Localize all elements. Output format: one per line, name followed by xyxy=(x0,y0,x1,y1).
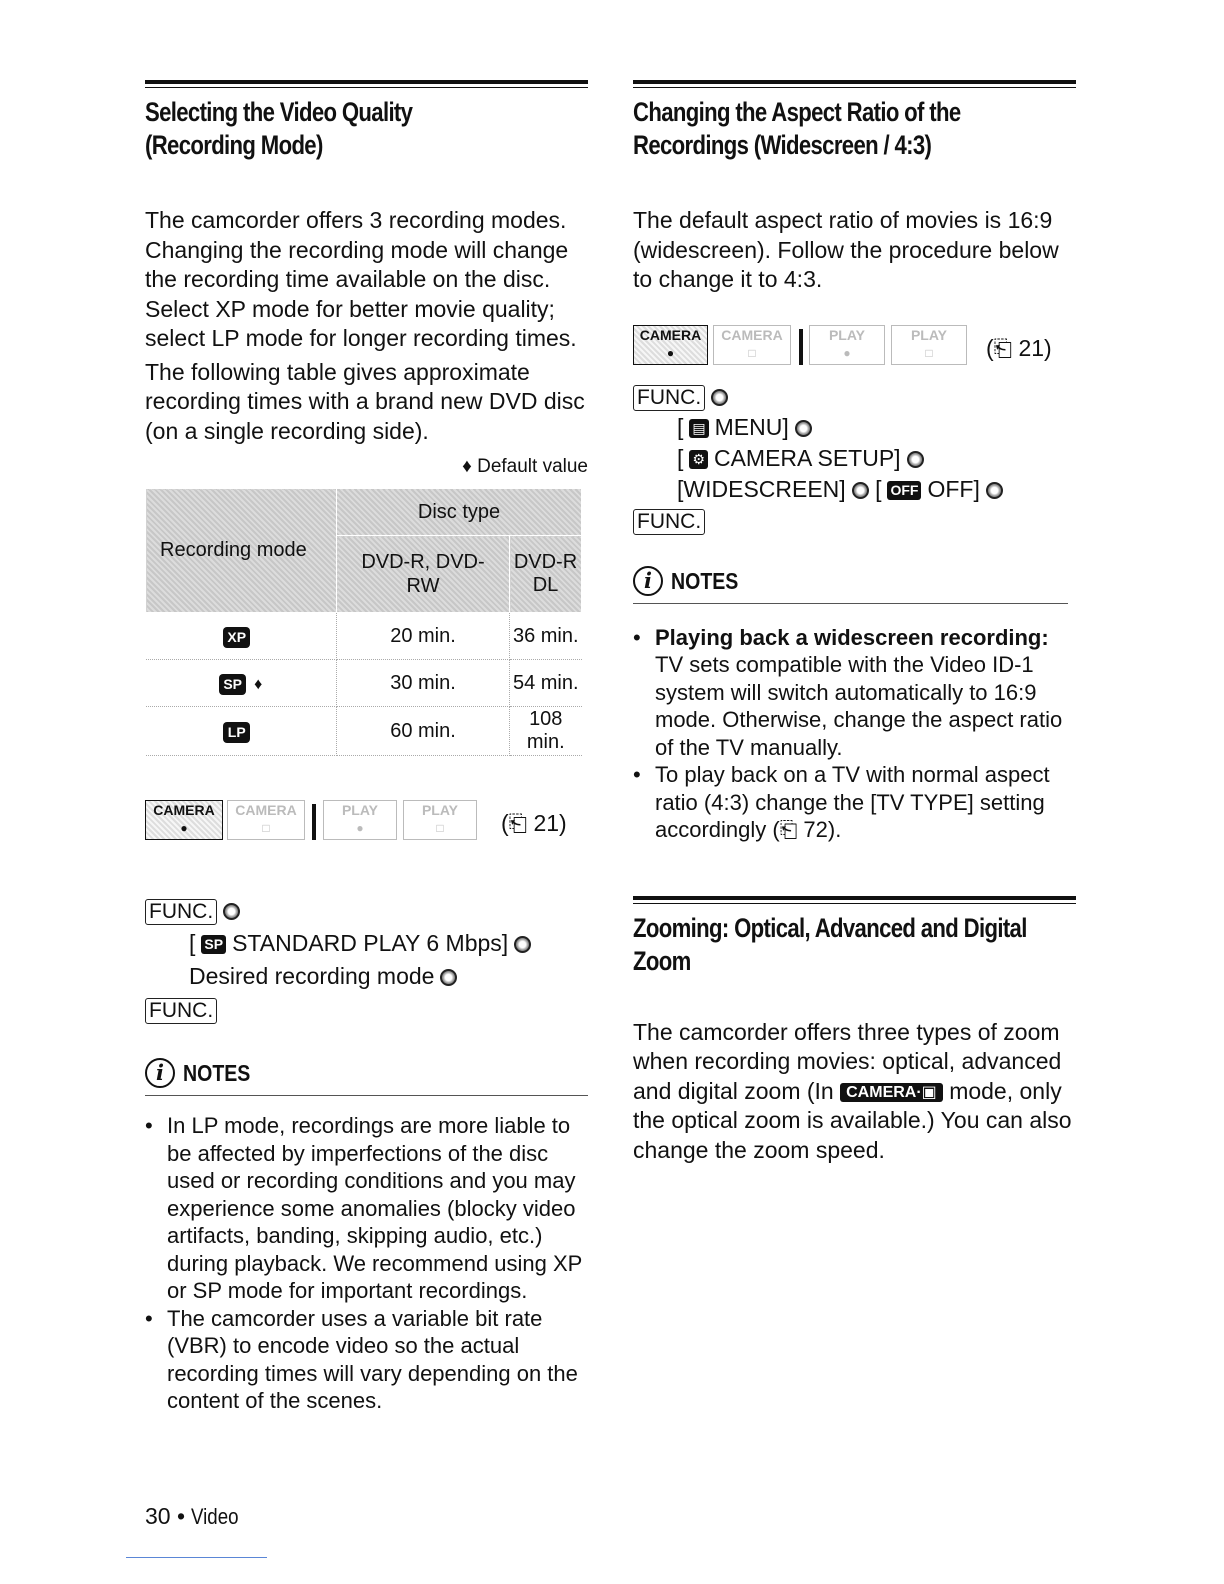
table-row xyxy=(146,613,582,660)
mode-label: PLAY xyxy=(341,802,379,818)
func-button-icon: FUNC. xyxy=(145,998,217,1024)
note-item xyxy=(633,624,1076,762)
mode-cell xyxy=(146,660,337,707)
camera-photo-mode-icon: CAMERA □ xyxy=(713,325,791,365)
func-button-icon: FUNC. xyxy=(145,899,217,925)
heading-rule xyxy=(145,80,588,84)
page-reference: (⎗ 21) xyxy=(501,810,567,836)
play-photo-mode-icon: PLAY □ xyxy=(403,800,477,840)
col-recording-mode: Recording mode xyxy=(146,489,337,613)
col-dvd-r: DVD-R, DVD-RW xyxy=(337,536,510,613)
joystick-icon xyxy=(795,420,812,437)
section-heading-recording-mode xyxy=(145,96,508,162)
joystick-icon xyxy=(986,482,1003,499)
notes-header xyxy=(633,564,1068,604)
mode-label: CAMERA xyxy=(721,326,783,343)
section-heading-aspect-ratio xyxy=(633,96,996,162)
joystick-icon xyxy=(852,482,869,499)
joystick-icon xyxy=(907,451,924,468)
camera-movie-mode-icon: CAMERA ● xyxy=(633,325,708,365)
menu-icon: ▤ xyxy=(689,419,708,438)
section-name: Video xyxy=(191,1504,239,1529)
notes-label: NOTES xyxy=(183,1060,251,1086)
mode-label: CAMERA xyxy=(639,326,702,343)
diamond-icon: ♦ xyxy=(462,456,472,477)
heading-rule xyxy=(633,896,1076,900)
notes-divider xyxy=(633,603,1068,604)
right-column xyxy=(633,80,1076,1165)
col-dvd-r-dl: DVD-R DL xyxy=(510,536,582,613)
step-text: Desired recording mode xyxy=(189,963,435,989)
mode-label: CAMERA xyxy=(153,802,215,818)
dvd-r-dl-time: 54 min. xyxy=(510,660,582,707)
mode-separator xyxy=(799,329,803,365)
col-disc-type: Disc type xyxy=(337,489,582,536)
dvd-r-dl-time: 108 min. xyxy=(510,707,582,756)
footer-bullet: • xyxy=(176,1503,186,1529)
heading-rule-thin xyxy=(633,87,1076,88)
footer-line xyxy=(126,1557,267,1558)
joystick-icon xyxy=(514,936,531,953)
heading-line: Recordings (Widescreen / 4:3) xyxy=(633,130,932,160)
dvd-r-time: 30 min. xyxy=(337,660,510,707)
aspect-procedure-steps: FUNC. [ ▤ MENU] [ ⚙ CAMERA SETUP] [WIDESCREEN] [ OFF OFF] FUNC. xyxy=(633,381,1076,536)
mode-label: PLAY xyxy=(828,326,866,343)
recording-mode-icon: LP xyxy=(223,722,250,743)
heading-rule-thin xyxy=(633,903,1076,904)
default-value-label: Default value xyxy=(477,456,588,477)
joystick-icon xyxy=(223,903,240,920)
page-footer xyxy=(145,1503,247,1530)
dvd-r-time: 20 min. xyxy=(337,613,510,660)
mode-label: PLAY xyxy=(421,802,459,818)
heading-line: (Recording Mode) xyxy=(145,130,323,160)
zoom-text: mode, only the optical zoom is available.) You can also change the zoom speed. xyxy=(633,1077,1072,1163)
dvd-r-time: 60 min. xyxy=(337,707,510,756)
recording-mode-icon: SP xyxy=(219,674,246,695)
table-intro-paragraph: The following table gives approximate recording times with a brand new DVD disc (on a single recording side). xyxy=(145,358,585,444)
heading-line: Changing the Aspect Ratio of the xyxy=(633,97,961,127)
note-item: • In LP mode, recordings are more liable to be affected by imperfections of the disc used or recording conditions and you may experience some anomalies (blocky video artifacts, banding, skipping audio, etc.) during playback. We recommend using XP or SP mode for important recordings. xyxy=(145,1112,588,1305)
heading-rule-thin xyxy=(145,87,588,88)
recording-time-table xyxy=(145,488,582,756)
camera-photo-mode-icon: CAMERA □ xyxy=(227,800,305,840)
aspect-intro-paragraph: The default aspect ratio of movies is 16:9 (widescreen). Follow the procedure below to change it to 4:3. xyxy=(633,207,1059,292)
mode-label: CAMERA xyxy=(235,802,297,818)
zoom-section xyxy=(633,896,1076,1166)
mode-separator xyxy=(312,804,316,840)
step-text: CAMERA SETUP] xyxy=(713,444,901,471)
dvd-r-dl-time: 36 min. xyxy=(510,613,582,660)
camera-photo-mode-badge: CAMERA·▣ xyxy=(840,1083,943,1102)
notes-divider xyxy=(145,1095,588,1096)
func-button-icon: FUNC. xyxy=(633,509,705,535)
note-item: • The camcorder uses a variable bit rate (VBR) to encode video so the actual recording times will vary depending on the content of the scenes. xyxy=(145,1305,588,1415)
heading-line: Selecting the Video Quality xyxy=(145,97,413,127)
note-text: TV sets compatible with the Video ID-1 system will switch automatically to 16:9 mode. Otherwise, change the aspect ratio of the TV manually. xyxy=(655,652,1063,760)
info-icon: i xyxy=(145,1058,175,1088)
play-movie-mode-icon: PLAY ● xyxy=(809,325,885,365)
page-number: 30 xyxy=(145,1503,171,1529)
play-photo-mode-icon: PLAY □ xyxy=(891,325,967,365)
recording-mode-icon: XP xyxy=(223,627,250,648)
play-movie-mode-icon: PLAY ● xyxy=(323,800,397,840)
default-value-legend xyxy=(145,456,588,482)
table-row xyxy=(146,707,582,756)
notes-header xyxy=(145,1056,588,1096)
sp-mode-icon: SP xyxy=(201,935,226,954)
mode-bar-aspect xyxy=(633,325,1076,369)
left-column xyxy=(145,80,588,1415)
camera-movie-mode-icon: CAMERA ● xyxy=(145,800,223,840)
procedure-steps: FUNC. [ SP STANDARD PLAY 6 Mbps] Desired recording mode FUNC. xyxy=(145,894,588,1026)
notes-label: NOTES xyxy=(671,567,739,594)
notes-list xyxy=(145,1112,588,1415)
section-heading-zoom xyxy=(633,912,1027,978)
mode-label: PLAY xyxy=(910,326,948,343)
step-text: MENU] xyxy=(714,413,789,440)
page-reference: (⎗ 21) xyxy=(986,334,1052,361)
zoom-text: The camcorder offers three types of zoom when recording movies: optical, advanced and digital zoom (In xyxy=(633,1018,1062,1104)
note-title: Playing back a widescreen recording: xyxy=(655,624,1049,650)
func-button-icon: FUNC. xyxy=(633,385,705,411)
off-icon: OFF xyxy=(887,481,921,500)
notes-list xyxy=(633,624,1076,844)
table-row xyxy=(146,660,582,707)
step-text: OFF] xyxy=(927,475,980,502)
mode-cell xyxy=(146,613,337,660)
intro-paragraph: The camcorder offers 3 recording modes. Changing the recording mode will change the recording time available on the disc. Select XP mode for better movie quality; select LP mode for longer recording times. xyxy=(145,207,577,351)
zoom-paragraph xyxy=(633,1018,1076,1166)
step-text: [WIDESCREEN] xyxy=(677,475,846,502)
joystick-icon xyxy=(711,389,728,406)
note-item: • To play back on a TV with normal aspect ratio (4:3) change the [TV TYPE] setting accordingly (⎗ 72). xyxy=(633,761,1076,844)
step-text: STANDARD PLAY 6 Mbps] xyxy=(232,930,509,956)
default-marker: ♦ xyxy=(254,675,263,693)
camera-setup-icon: ⚙ xyxy=(689,450,708,469)
info-icon: i xyxy=(633,566,663,596)
mode-cell xyxy=(146,707,337,756)
heading-rule xyxy=(633,80,1076,84)
heading-line: Zoom xyxy=(633,945,691,976)
heading-line: Zooming: Optical, Advanced and Digital xyxy=(633,912,1027,943)
mode-bar-recording xyxy=(145,800,588,844)
joystick-icon xyxy=(440,969,457,986)
